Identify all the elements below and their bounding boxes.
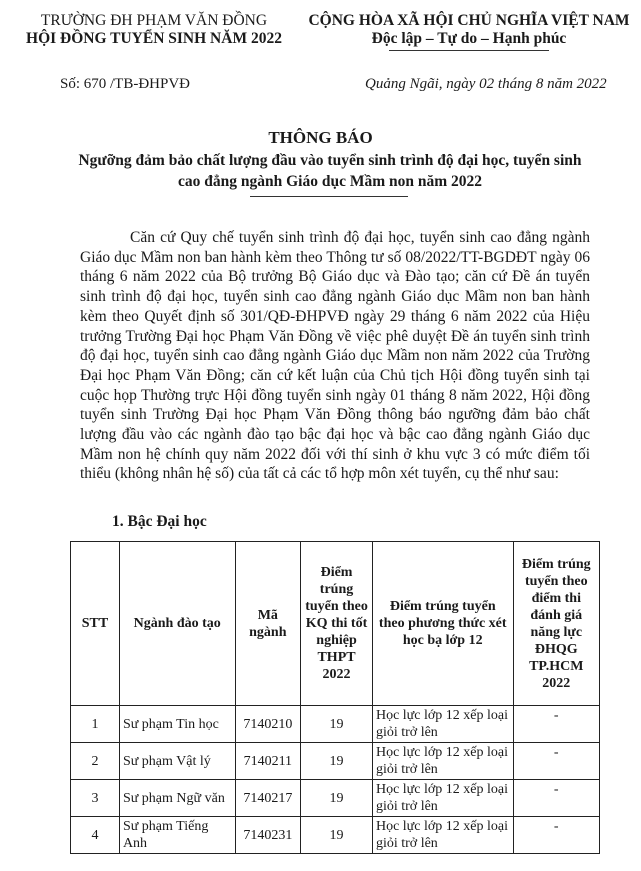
cell-thpt-score: 19: [301, 817, 373, 854]
cell-aptitude-score: -: [513, 780, 599, 817]
issuer-university: TRƯỜNG ĐH PHẠM VĂN ĐỒNG: [40, 12, 268, 29]
table-row: [71, 743, 600, 780]
place-and-date: Quảng Ngãi, ngày 02 tháng 8 năm 2022: [365, 76, 607, 92]
cell-stt: 3: [71, 780, 120, 817]
cell-code: 7140231: [235, 817, 301, 854]
issuer-council: HỘI ĐỒNG TUYỂN SINH NĂM 2022: [26, 30, 282, 47]
cell-thpt-score: 19: [301, 743, 373, 780]
document-number: Số: 670 /TB-ĐHPVĐ: [60, 76, 191, 92]
col-header-thpt-score: Điểm trúng tuyển theo KQ thi tốt nghiệp THPT 2022: [301, 542, 373, 706]
cell-transcript: Học lực lớp 12 xếp loại giỏi trở lên: [372, 706, 513, 743]
document-subtitle: Ngưỡng đảm bảo chất lượng đầu vào tuyển sinh trình độ đại học, tuyển sinh cao đẳng ngành Giáo dục Mầm non năm 2022: [78, 152, 582, 190]
admission-score-table: [70, 541, 600, 854]
table-row: [71, 706, 600, 743]
col-header-stt: STT: [71, 542, 120, 706]
cell-code: 7140210: [235, 706, 301, 743]
cell-program: Sư phạm Vật lý: [119, 743, 235, 780]
cell-program: Sư phạm Ngữ văn: [119, 780, 235, 817]
col-header-program: Ngành đào tạo: [119, 542, 235, 706]
document-title: THÔNG BÁO: [268, 128, 373, 147]
cell-aptitude-score: -: [513, 743, 599, 780]
cell-program: Sư phạm Tin học: [119, 706, 235, 743]
cell-aptitude-score: -: [513, 706, 599, 743]
cell-stt: 4: [71, 817, 120, 854]
cell-thpt-score: 19: [301, 780, 373, 817]
national-motto-block: [300, 12, 638, 51]
cell-code: 7140211: [235, 743, 301, 780]
national-title: CỘNG HÒA XÃ HỘI CHỦ NGHĨA VIỆT NAM: [308, 12, 630, 29]
cell-transcript: Học lực lớp 12 xếp loại giỏi trở lên: [372, 817, 513, 854]
title-divider: [250, 196, 408, 197]
cell-stt: 2: [71, 743, 120, 780]
motto-underline: [389, 50, 549, 51]
section-heading: 1. Bậc Đại học: [112, 513, 207, 530]
issuer-block: [4, 12, 304, 48]
col-header-transcript: Điểm trúng tuyển theo phương thức xét học bạ lớp 12: [372, 542, 513, 706]
table-row: [71, 817, 600, 854]
cell-stt: 1: [71, 706, 120, 743]
table-header-row: [71, 542, 600, 706]
cell-aptitude-score: -: [513, 817, 599, 854]
cell-code: 7140217: [235, 780, 301, 817]
body-paragraph: Căn cứ Quy chế tuyển sinh trình độ đại học, tuyển sinh cao đẳng ngành Giáo dục Mầm non ban hành kèm theo Thông tư số 08/2022/TT-BGDĐT ngày 06 tháng 6 năm 2022 của Bộ trưởng Bộ Giáo dục và Đào tạo; căn cứ Đề án tuyển sinh trình độ đại học, tuyển sinh cao đẳng ngành Giáo dục Mầm non ban hành kèm theo Quyết định số 301/QĐ-ĐHPVĐ ngày 29 tháng 6 năm 2022 của Hiệu trưởng Trường Đại học Phạm Văn Đồng về việc phê duyệt Đề án tuyển sinh trình độ đại học, tuyển sinh cao đẳng ngành Giáo dục Mầm non năm 2022 của Trường Đại học Phạm Văn Đồng; căn cứ kết luận của Chủ tịch Hội đồng tuyển sinh tại cuộc họp Thường trực Hội đồng tuyển sinh ngày 01 tháng 8 năm 2022, Hội đồng tuyển sinh Trường Đại học Phạm Văn Đồng thông báo ngưỡng đảm bảo chất lượng đầu vào các ngành đào tạo bậc đại học và bậc cao đẳng ngành Giáo dục Mầm non hệ chính quy năm 2022 đối với thí sinh ở khu vực 3 có mức điểm tối thiểu (không nhân hệ số) của tất cả các tổ hợp môn xét tuyển, cụ thể như sau:: [80, 229, 590, 483]
col-header-aptitude-score: Điểm trúng tuyển theo điểm thi đánh giá năng lực ĐHQG TP.HCM 2022: [513, 542, 599, 706]
table-row: [71, 780, 600, 817]
cell-transcript: Học lực lớp 12 xếp loại giỏi trở lên: [372, 743, 513, 780]
col-header-code: Mã ngành: [235, 542, 301, 706]
national-motto: Độc lập – Tự do – Hạnh phúc: [371, 30, 567, 47]
cell-transcript: Học lực lớp 12 xếp loại giỏi trở lên: [372, 780, 513, 817]
cell-program: Sư phạm Tiếng Anh: [119, 817, 235, 854]
cell-thpt-score: 19: [301, 706, 373, 743]
